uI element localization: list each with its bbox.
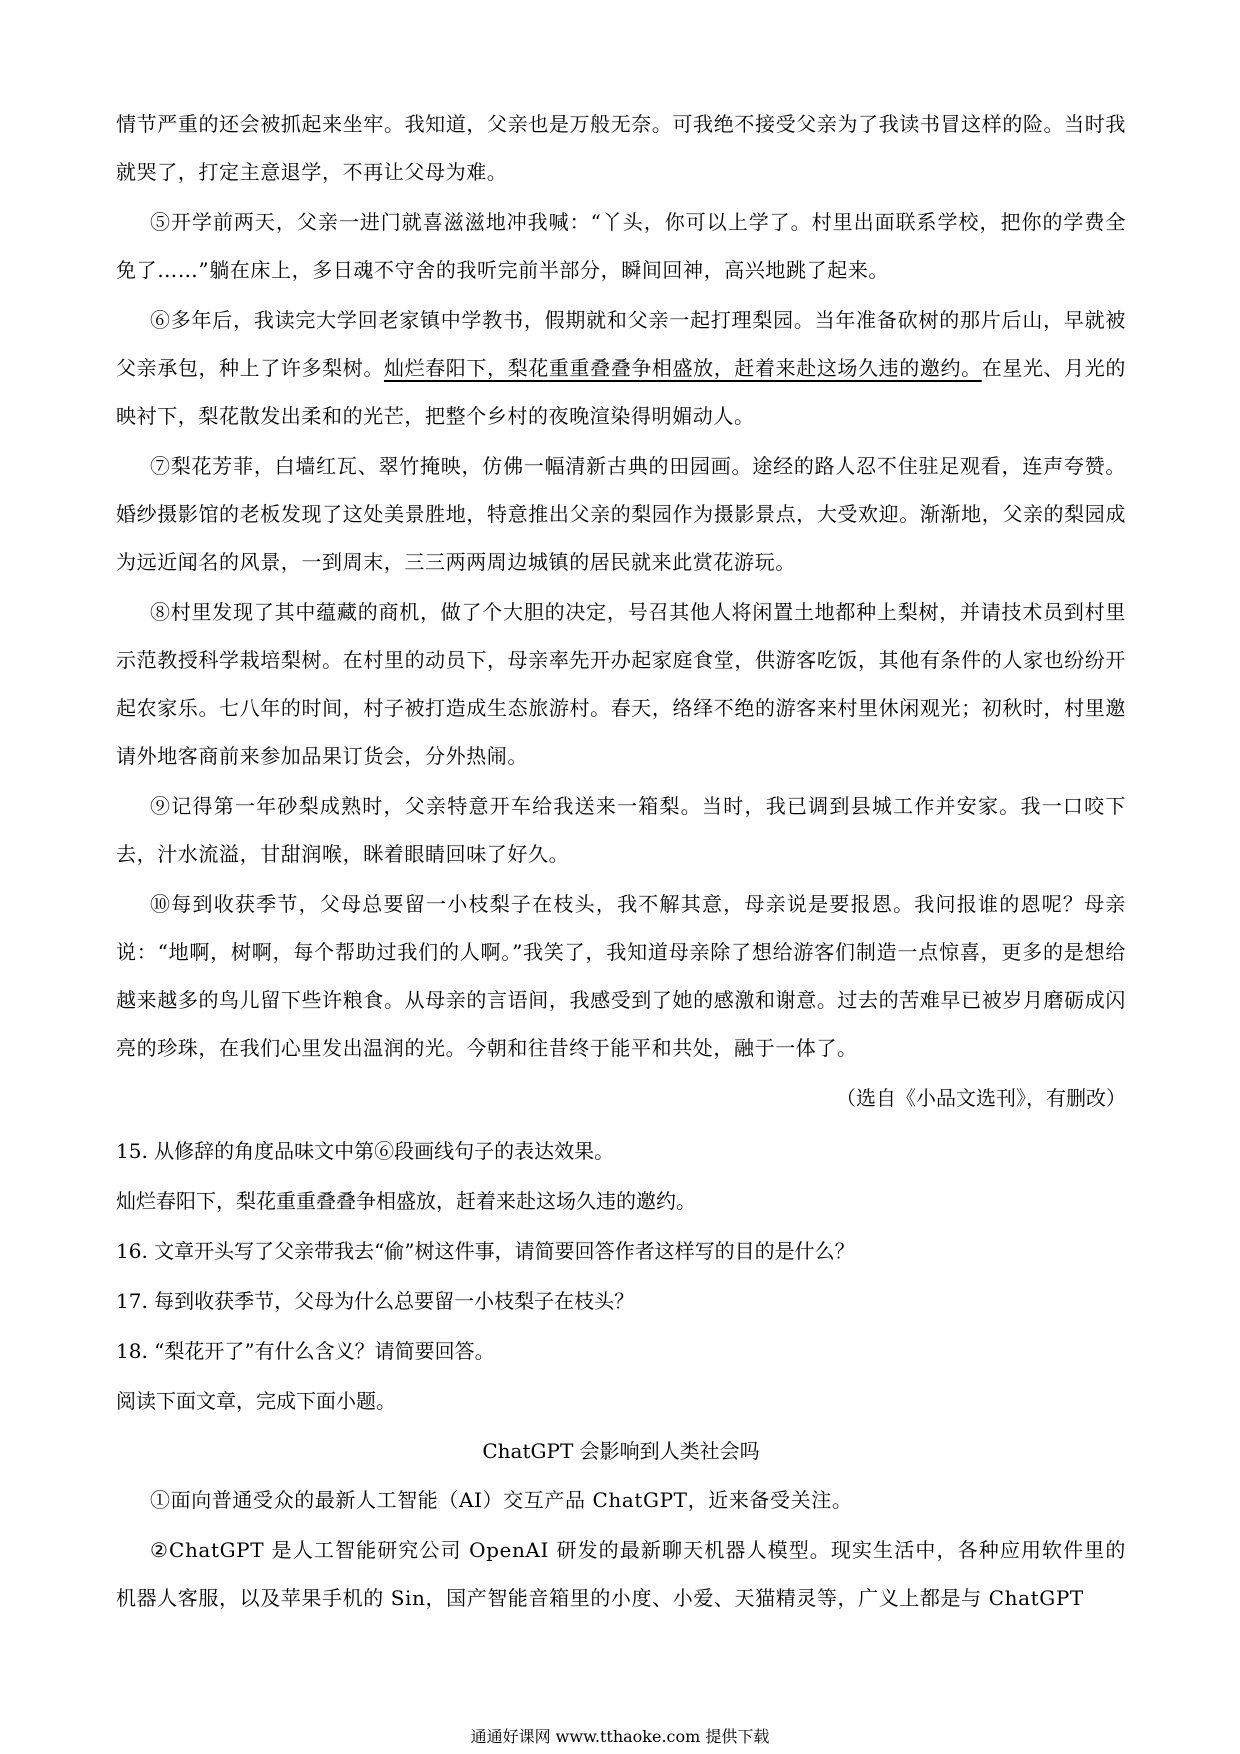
reading-instruction: 阅读下面文章，完成下面小题。	[116, 1389, 396, 1413]
article2-paragraph-1: ①面向普通受众的最新人工智能（AI）交互产品 ChatGPT，近来备受关注。	[150, 1488, 853, 1512]
paragraph-9: ⑨记得第一年砂梨成熟时，父亲特意开车给我送来一箱梨。当时，我已调到县城工作并安家。我一口咬下去，汁水流溢，甘甜润喉，眯着眼睛回味了好久。	[116, 794, 1126, 866]
page-footer: 通通好课网 www.tthaoke.com 提供下载	[470, 1727, 770, 1746]
paragraph-continuation: 情节严重的还会被抓起来坐牢。我知道，父亲也是万般无奈。可我绝不接受父亲为了我读书冒这样的险。当时我就哭了，打定主意退学，不再让父母为难。	[116, 112, 1126, 184]
article2-paragraph-2: ②ChatGPT 是人工智能研究公司 OpenAI 研发的最新聊天机器人模型。现实生活中，各种应用软件里的机器人客服，以及苹果手机的 Sin，国产智能音箱里的小度、小爱、天猫精灵等，广义上都是与 ChatGPT	[116, 1538, 1126, 1610]
question-15: 15. 从修辞的角度品味文中第⑥段画线句子的表达效果。	[116, 1139, 615, 1163]
underlined-sentence: 灿烂春阳下，梨花重重叠叠争相盛放，赶着来赴这场久违的邀约。	[383, 356, 982, 380]
paragraph-6	[116, 296, 1126, 440]
document-body	[116, 100, 1126, 1624]
question-18: 18. “梨花开了”有什么含义？请简要回答。	[116, 1339, 495, 1363]
paragraph-6-part-a: ⑥多年后，我读完大学回老家镇中学教书，假期就和父亲一起打理梨园。当年准备砍树的那片后山，早就被父亲承包，种上了许多梨树。	[116, 308, 1126, 380]
paragraph-8: ⑧村里发现了其中蕴藏的商机，做了个大胆的决定，号召其他人将闲置土地都种上梨树，并请技术员到村里示范教授科学栽培梨树。在村里的动员下，母亲率先开办起家庭食堂，供游客吃饭，其他有条件的人家也纷纷开起农家乐。七八年的时间，村子被打造成生态旅游村。春天，络绎不绝的游客来村里休闲观光；初秋时，村里邀请外地客商前来参加品果订货会，分外热闹。	[116, 600, 1126, 768]
source-citation: （选自《小品文选刊》，有删改）	[836, 1086, 1126, 1110]
paragraph-5: ⑤开学前两天，父亲一进门就喜滋滋地冲我喊：“丫头，你可以上学了。村里出面联系学校，把你的学费全免了……”躺在床上，多日魂不守舍的我听完前半部分，瞬间回神，高兴地跳了起来。	[116, 210, 1126, 282]
paragraph-7: ⑦梨花芳菲，白墙红瓦、翠竹掩映，仿佛一幅清新古典的田园画。途经的路人忍不住驻足观看，连声夸赞。婚纱摄影馆的老板发现了这处美景胜地，特意推出父亲的梨园作为摄影景点，大受欢迎。渐渐地，父亲的梨园成为远近闻名的风景，一到周末，三三两两周边城镇的居民就来此赏花游玩。	[116, 454, 1126, 574]
paragraph-6-part-b: 在星光、月光的映衬下，梨花散发出柔和的光芒，把整个乡村的夜晚渲染得明媚动人。	[116, 356, 1126, 428]
question-17: 17. 每到收获季节，父母为什么总要留一小枝梨子在枝头？	[116, 1289, 635, 1313]
question-15-quote: 灿烂春阳下，梨花重重叠叠争相盛放，赶着来赴这场久违的邀约。	[116, 1189, 696, 1213]
question-16: 16. 文章开头写了父亲带我去“偷”树这件事，请简要回答作者这样写的目的是什么？	[116, 1239, 855, 1263]
article-title: ChatGPT 会影响到人类社会吗	[482, 1439, 760, 1463]
paragraph-10: ⑩每到收获季节，父母总要留一小枝梨子在枝头，我不解其意，母亲说是要报恩。我问报谁的恩呢？母亲说：“地啊，树啊，每个帮助过我们的人啊。”我笑了，我知道母亲除了想给游客们制造一点惊喜，更多的是想给越来越多的鸟儿留下些许粮食。从母亲的言语间，我感受到了她的感激和谢意。过去的苦难早已被岁月磨砺成闪亮的珍珠，在我们心里发出温润的光。今朝和往昔终于能平和共处，融于一体了。	[116, 892, 1126, 1060]
